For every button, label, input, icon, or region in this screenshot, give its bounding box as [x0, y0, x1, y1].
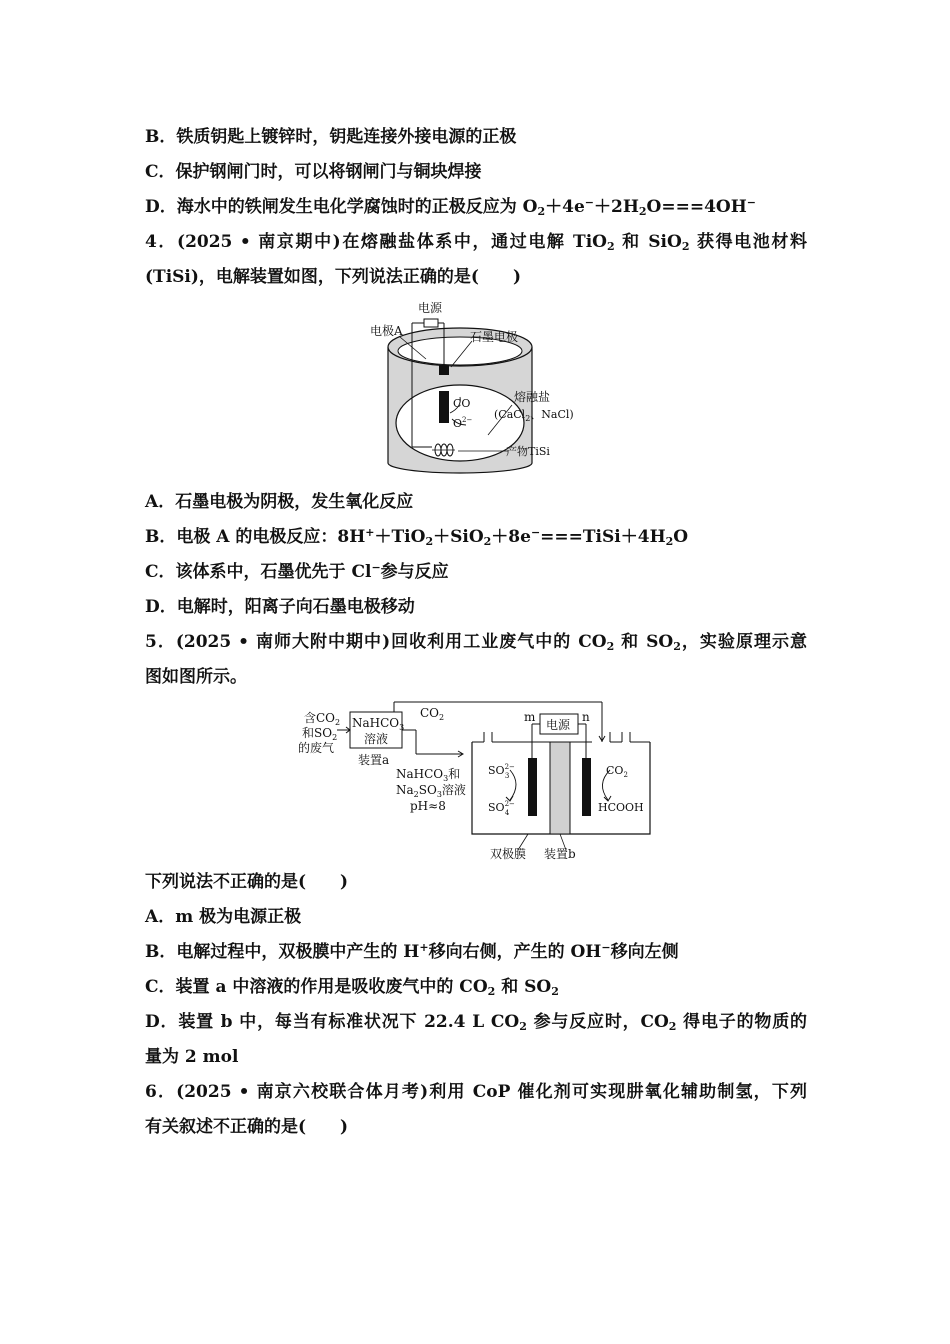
solution-label-2: $Na_2SO_3$溶液 [396, 783, 466, 799]
solution-label-1: NaHCO$_3$和 [396, 767, 461, 783]
q4-stem-line1: 4．(2025 • 南京期中)在熔融盐体系中，通过电解 TiO$_2$ 和 SiO$_2$ 获得电池材料 [145, 232, 807, 253]
q5-stem-line2: 图如图所示。 [145, 667, 247, 687]
oxide-ion-label: $O^{2-}$ [453, 416, 473, 430]
q5-option-a: A．m 极为电源正极 [145, 907, 302, 927]
hcooh-label: HCOOH [598, 801, 644, 814]
graphite-label: 石墨电极 [470, 330, 519, 344]
ph-label: pH≈8 [410, 799, 446, 813]
q3-option-c: C．保护钢闸门时，可以将钢闸门与铜块焊接 [145, 162, 482, 182]
waste-gas-label-1: 含$CO_2$ [304, 711, 341, 727]
q6-stem-line1: 6．(2025 • 南京六校联合体月考)利用 CoP 催化剂可实现肼氧化辅助制氢，下列 [145, 1082, 807, 1102]
q5-option-c: C．装置 a 中溶液的作用是吸收废气中的 $CO_2$ 和 $SO_2$ [145, 977, 559, 998]
q5-option-d-line1: D．装置 b 中，每当有标准状况下 22.4 L $CO_2$ 参与反应时，$CO_2$ 得电子的物质的 [145, 1012, 808, 1033]
molten-salt-label: 熔融盐 [514, 390, 551, 404]
sulfate-label: $SO^{2-}$ 4 [488, 800, 515, 817]
right-electrode [582, 758, 591, 816]
q5-option-d-line2: 量为 2 mol [145, 1047, 239, 1067]
power-label: 电源 [418, 301, 443, 315]
device-a-label: 装置a [358, 753, 390, 767]
product-tisi-label: 产物TiSi [506, 445, 550, 458]
q3-option-b: B．铁质钥匙上镀锌时，钥匙连接外接电源的正极 [145, 127, 517, 147]
q4-electrolysis-figure [360, 295, 600, 480]
nahco3-box-label: NaHCO$_3$ [352, 716, 405, 732]
sulfite-label: $SO^{2-}$ 3 [488, 763, 515, 780]
n-pole-label: n [582, 710, 590, 724]
device-b-label: 装置b [544, 847, 576, 861]
q5-recovery-figure [292, 700, 662, 865]
graphite-electrode [439, 391, 449, 423]
q5-option-b: B．电解过程中，双极膜中产生的 H+移向右侧，产生的 OH−移向左侧 [145, 941, 679, 962]
q4-option-d: D．电解时，阳离子向石墨电极移动 [145, 597, 415, 617]
q4-option-c: C．该体系中，石墨优先于 Cl−参与反应 [145, 561, 449, 582]
left-electrode [528, 758, 537, 816]
graphite-electrode-top [439, 365, 449, 375]
waste-gas-label-3: 的废气 [298, 741, 335, 755]
q5-stem-line1: 5．(2025 • 南师大附中期中)回收利用工业废气中的 $CO_2$ 和 $SO_2$，实验原理示意 [145, 632, 807, 653]
waste-gas-label-2: 和$SO_2$ [302, 726, 338, 742]
q6-stem-line2: 有关叙述不正确的是( ) [145, 1117, 349, 1137]
co2-right-label: $CO_2$ [606, 764, 628, 779]
co2-top-label: $CO_2$ [420, 706, 445, 722]
electrode-a-label: 电极A [370, 324, 403, 338]
q4-option-a: A．石墨电极为阴极，发生氧化反应 [145, 492, 414, 512]
q3-option-d: D．海水中的铁闸发生电化学腐蚀时的正极反应为 $O_2+4e^-+2H_2O===4OH^-$ [145, 196, 757, 218]
m-pole-label: m [524, 710, 536, 724]
co-label: CO [453, 397, 471, 410]
q4-stem-line2: (TiSi)，电解装置如图，下列说法正确的是( ) [145, 267, 522, 287]
solution-box-label: 溶液 [364, 732, 389, 746]
bipolar-membrane [550, 742, 570, 834]
power-source-label: 电源 [546, 718, 571, 732]
salt-composition-label: (CaCl$_2$、NaCl) [494, 408, 574, 423]
q4-option-b: B．电极 A 的电极反应：$8H^++TiO_2+SiO_2+8e^-===TiSi+4H_2O$ [145, 526, 689, 548]
q5-ask: 下列说法不正确的是( ) [145, 872, 349, 892]
bipolar-membrane-label: 双极膜 [490, 847, 527, 861]
